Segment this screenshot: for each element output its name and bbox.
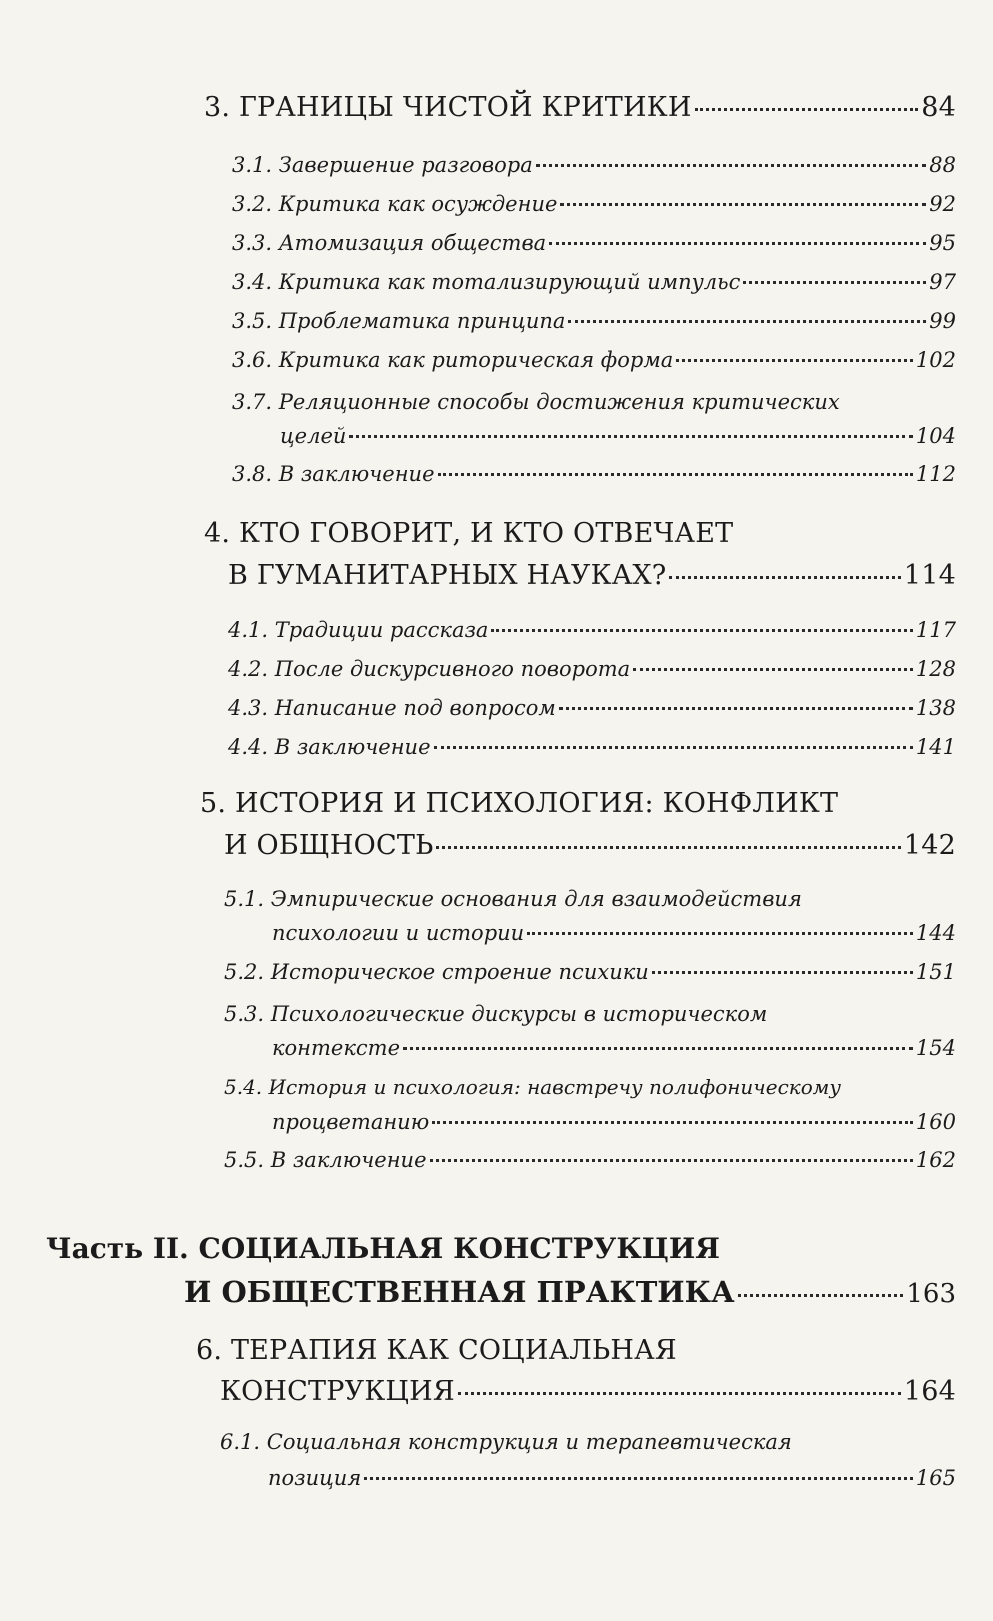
toc-entry-title: 3. ГРАНИЦЫ ЧИСТОЙ КРИТИКИ: [204, 92, 692, 123]
toc-entry-title: 4.1. Традиции рассказа: [228, 618, 489, 642]
dot-leader: [430, 1159, 913, 1162]
toc-entry-5-5: [224, 1148, 956, 1172]
toc-entry-4-1: [228, 618, 956, 642]
toc-entry-title: целей: [280, 424, 347, 448]
toc-entry-title: 3.5. Проблематика принципа: [232, 309, 566, 333]
dot-leader: [349, 435, 913, 438]
toc-entry-chapter-4: [228, 560, 956, 591]
toc-page-number: 163: [906, 1279, 956, 1309]
toc-entry-chapter-6-line1: 6. ТЕРАПИЯ КАК СОЦИАЛЬНАЯ: [196, 1335, 677, 1366]
toc-entry-5-2: [224, 960, 956, 984]
toc-entry-3-3: [232, 231, 956, 255]
toc-entry-3-7: [280, 424, 956, 448]
dot-leader: [438, 473, 913, 476]
toc-entry-title: 3.1. Завершение разговора: [232, 153, 533, 177]
toc-page-number: 160: [915, 1110, 956, 1134]
dot-leader: [633, 668, 913, 671]
toc-page-number: 88: [929, 153, 956, 177]
toc-entry-chapter-4-line1: 4. КТО ГОВОРИТ, И КТО ОТВЕЧАЕТ: [204, 518, 734, 549]
toc-entry-4-3: [228, 696, 956, 720]
toc-entry-title: 5.5. В заключение: [224, 1148, 427, 1172]
toc-entry-chapter-3: [204, 92, 956, 123]
toc-entry-title: 3.3. Атомизация общества: [232, 231, 547, 255]
toc-entry-title: 4.2. После дискурсивного поворота: [228, 657, 631, 681]
dot-leader: [491, 629, 912, 632]
dot-leader: [403, 1047, 913, 1050]
toc-page-number: 117: [915, 618, 956, 642]
toc-page-number: 84: [921, 92, 956, 123]
toc-entry-3-1: [232, 153, 956, 177]
toc-entry-6-1: [268, 1466, 956, 1490]
toc-page-number: 95: [929, 231, 956, 255]
toc-page-number: 138: [915, 696, 956, 720]
toc-entry-5-3-line1: 5.3. Психологические дискурсы в историческом: [224, 1002, 768, 1026]
toc-entry-title: И ОБЩЕСТВЕННАЯ ПРАКТИКА: [184, 1275, 735, 1309]
toc-entry-chapter-5: [224, 830, 956, 861]
dot-leader: [364, 1477, 913, 1480]
dot-leader: [436, 846, 900, 849]
toc-entry-title: психологии и истории: [272, 921, 525, 945]
dot-leader: [676, 359, 913, 362]
dot-leader: [434, 746, 913, 749]
toc-entry-5-4: [272, 1110, 956, 1134]
dot-leader: [527, 932, 913, 935]
toc-entry-title: 4.3. Написание под вопросом: [228, 696, 556, 720]
toc-entry-chapter-6: [220, 1376, 956, 1407]
toc-entry-title: позиция: [268, 1466, 362, 1490]
toc-entry-title: процветанию: [272, 1110, 430, 1134]
toc-page-number: 154: [915, 1036, 956, 1060]
toc-entry-chapter-5-line1: 5. ИСТОРИЯ И ПСИХОЛОГИЯ: КОНФЛИКТ: [200, 788, 839, 819]
toc-entry-5-1: [272, 921, 956, 945]
dot-leader: [559, 707, 913, 710]
toc-entry-title: 3.4. Критика как тотализирующий импульс: [232, 270, 741, 294]
dot-leader: [568, 320, 926, 323]
toc-entry-4-4: [228, 735, 956, 759]
toc-entry-5-4-line1: 5.4. История и психология: навстречу полифоническому: [224, 1075, 841, 1099]
dot-leader: [695, 108, 919, 111]
toc-entry-part-2-line1: Часть II. СОЦИАЛЬНАЯ КОНСТРУКЦИЯ: [46, 1232, 720, 1265]
toc-entry-title: 4.4. В заключение: [228, 735, 431, 759]
dot-leader: [549, 242, 926, 245]
toc-page-number: 114: [903, 560, 956, 591]
toc-entry-6-1-line1: 6.1. Социальная конструкция и терапевтическая: [220, 1430, 792, 1454]
toc-page-number: 92: [929, 192, 956, 216]
dot-leader: [458, 1392, 901, 1395]
dot-leader: [743, 281, 926, 284]
toc-entry-5-1-line1: 5.1. Эмпирические основания для взаимодействия: [224, 887, 802, 911]
toc-page-number: 164: [903, 1376, 956, 1407]
toc-entry-3-6: [232, 348, 956, 372]
dot-leader: [560, 203, 926, 206]
toc-page-number: 142: [903, 830, 956, 861]
toc-entry-title: контексте: [272, 1036, 400, 1060]
toc-page-number: 151: [915, 960, 956, 984]
toc-entry-part-2: [184, 1275, 956, 1309]
dot-leader: [536, 164, 927, 167]
toc-entry-title: 3.2. Критика как осуждение: [232, 192, 558, 216]
toc-entry-3-8: [232, 462, 956, 486]
toc-page-number: 141: [915, 735, 956, 759]
toc-entry-title: 3.6. Критика как риторическая форма: [232, 348, 674, 372]
toc-page-number: 165: [915, 1466, 956, 1490]
toc-page-number: 144: [915, 921, 956, 945]
toc-entry-3-5: [232, 309, 956, 333]
toc-page-number: 99: [929, 309, 956, 333]
toc-entry-3-2: [232, 192, 956, 216]
toc-entry-title: КОНСТРУКЦИЯ: [220, 1376, 455, 1407]
dot-leader: [652, 971, 913, 974]
toc-page-number: 128: [915, 657, 956, 681]
toc-entry-title: 5.2. Историческое строение психики: [224, 960, 649, 984]
toc-entry-title: 3.8. В заключение: [232, 462, 435, 486]
toc-entry-4-2: [228, 657, 956, 681]
dot-leader: [432, 1121, 913, 1124]
toc-page-number: 162: [915, 1148, 956, 1172]
dot-leader: [669, 576, 900, 579]
toc-entry-3-4: [232, 270, 956, 294]
toc-entry-title: В ГУМАНИТАРНЫХ НАУКАХ?: [228, 560, 667, 591]
dot-leader: [738, 1294, 904, 1297]
toc-entry-title: И ОБЩНОСТЬ: [224, 830, 434, 861]
toc-page-number: 97: [929, 270, 956, 294]
toc-entry-3-7-line1: 3.7. Реляционные способы достижения критических: [232, 390, 840, 414]
toc-page-number: 104: [915, 424, 956, 448]
toc-page-number: 102: [915, 348, 956, 372]
toc-page-number: 112: [915, 462, 956, 486]
toc-entry-5-3: [272, 1036, 956, 1060]
